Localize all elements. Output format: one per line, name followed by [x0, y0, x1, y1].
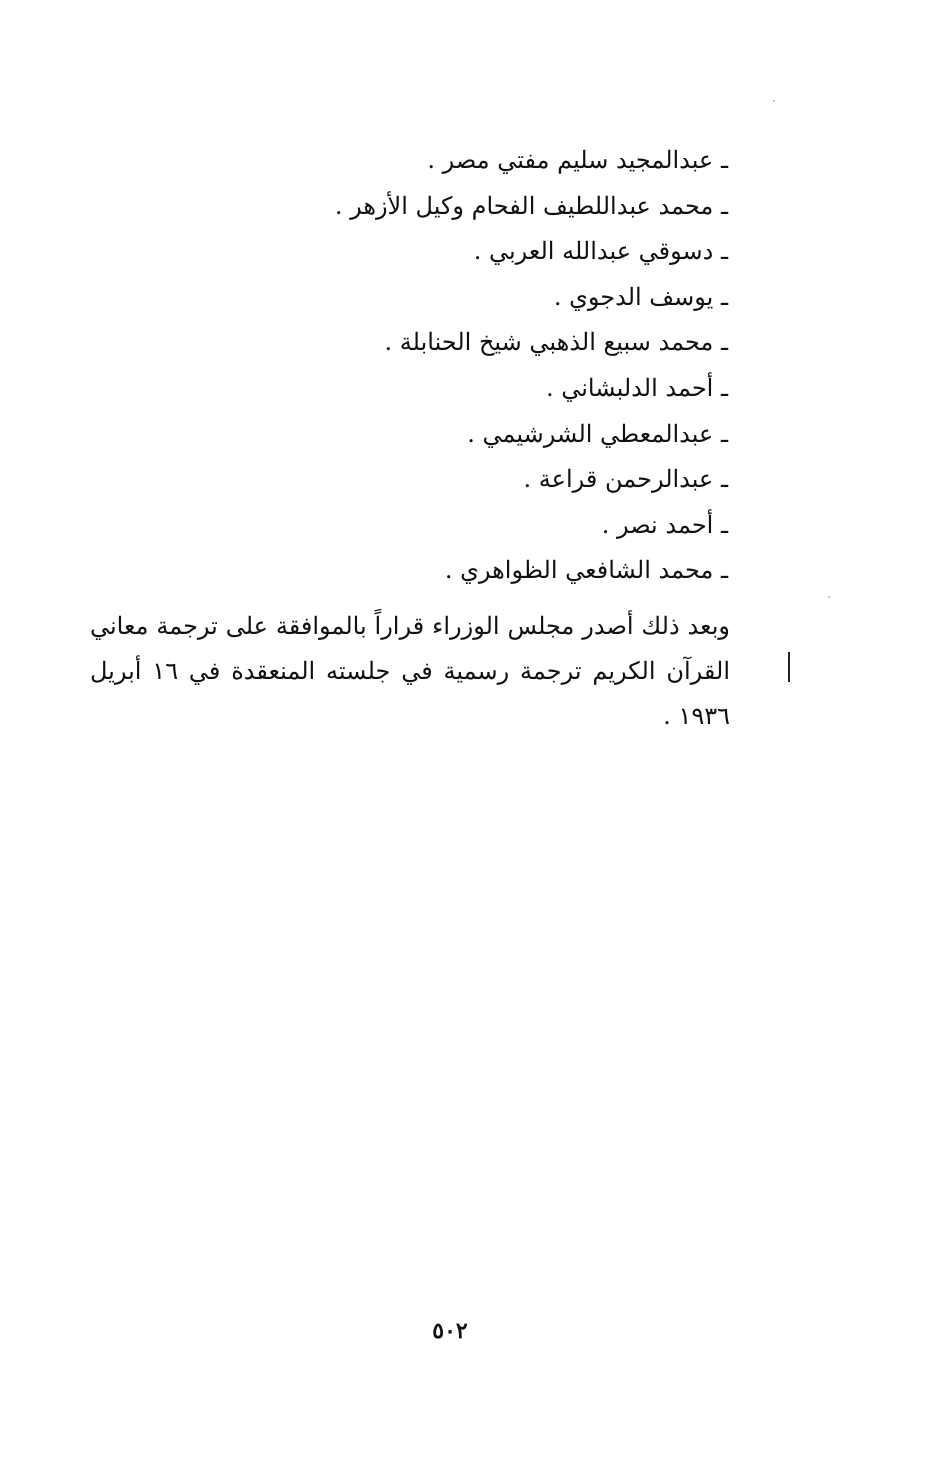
list-item: ـ محمد الشافعي الظواهري . — [444, 556, 728, 585]
list-item: ـ عبدالرحمن قراعة . — [523, 465, 728, 494]
list-item: ـ أحمد الدلبشاني . — [545, 373, 728, 402]
list-item: ـ محمد سبيع الذهبي شيخ الحنابلة . — [384, 328, 728, 357]
list-item: ـ يوسف الدجوي . — [553, 282, 728, 311]
scan-speck — [773, 100, 775, 102]
list-item: ـ عبدالمجيد سليم مفتي مصر . — [427, 146, 728, 174]
list-item: ـ عبدالمعطي الشرشيمي . — [467, 419, 728, 448]
list-item: ـ دسوقي عبدالله العربي . — [473, 237, 728, 266]
page-number: ٥٠٢ — [432, 1318, 468, 1344]
list-item: ـ محمد عبداللطيف الفحام وكيل الأزهر . — [334, 191, 728, 220]
scan-speck — [828, 596, 830, 598]
list-item: ـ أحمد نصر . — [601, 510, 728, 539]
margin-line — [788, 652, 790, 682]
members-list — [228, 138, 728, 594]
body-paragraph: وبعد ذلك أصدر مجلس الوزراء قراراً بالموافقة على ترجمة معاني القرآن الكريم ترجمة رسمية في جلسته المنعقدة في ١٦ أبريل ١٩٣٦ . — [90, 612, 731, 730]
